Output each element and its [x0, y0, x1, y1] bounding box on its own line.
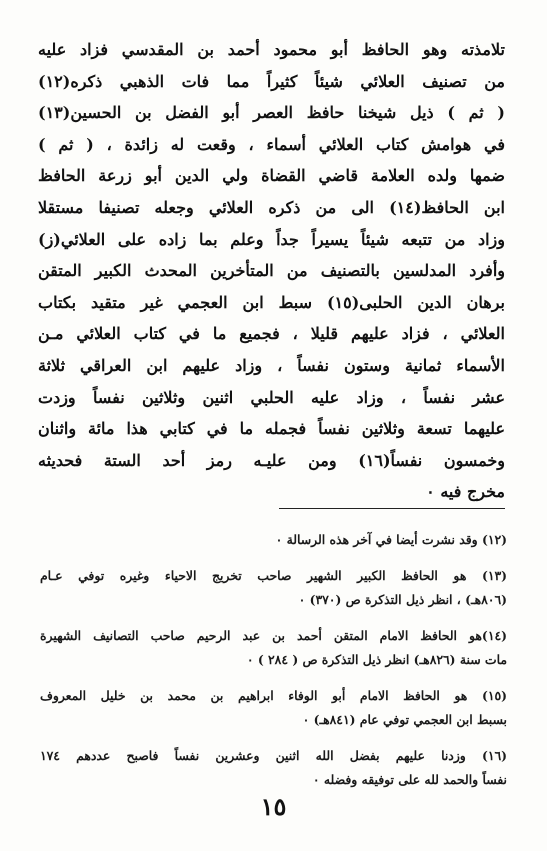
footnote-14: [40, 624, 507, 672]
text-line: تلامذته وهو الحافظ أبو محمود أحمد بن المقدسي فزاد عليه: [38, 40, 505, 59]
text-line: عليهما تسعة وثلاثين نفساً فجمله ما في كتابي هذا مائة واثنان: [38, 419, 505, 439]
footnote-16: [40, 744, 507, 792]
text-line: عشر نفساً ، وزاد عليه الحلبي اثنين وثلاثين نفساً وزدت: [38, 387, 505, 407]
footnote-line: (١٥) هو الحافظ الامام أبو الوفاء ابراهيم بن محمد بن خليل المعروف: [40, 688, 507, 703]
text-line: ضمها ولده العلامة قاضي القضاة ولي الدين أبو زرعة الحافظ: [38, 166, 505, 186]
footnote-line: (١٤)هو الحافظ الامام المتقن أحمد بن عبد الرحيم صاحب التصانيف الشهيرة: [40, 628, 507, 643]
text-line: ابن الحافظ(١٤) الى من ذكره العلائي وجعله تصنيفا مستقلا: [38, 197, 505, 217]
main-text: [38, 34, 505, 508]
text-line: من تصنيف العلائي شيئاً كثيراً مما فات الذهبي ذكره(١٢): [38, 71, 505, 91]
text-line: وأفرد المدلسين بالتصنيف من المتأخرين المحدث الكبير المتقن: [38, 261, 505, 281]
text-line: وزاد من تتبعه شيئاً يسيراً جداً وعلم بما زاده على العلائي(ز): [38, 229, 505, 249]
page-number: ١٥: [260, 792, 287, 821]
footnote-15: [40, 684, 507, 732]
footnote-separator: [279, 508, 505, 509]
text-line: مخرج فيه ٠: [426, 482, 505, 502]
footnote-13: [40, 564, 507, 612]
text-line: وخمسون نفساً(١٦) ومن عليـه رمز أحد الستة فحديثه: [38, 450, 505, 470]
footnote-line: بسبط ابن العجمي توفي عام (٨٤١هـ) ٠: [302, 712, 507, 727]
text-line: ( ثم ) ذيل شيخنا حافظ العصر أبو الفضل بن الحسين(١٣): [38, 103, 505, 123]
text-line: في هوامش كتاب العلائي أسماء ، وقعت له زائدة ، ( ثم ): [38, 134, 505, 154]
footnote-line: (١٣) هو الحافظ الكبير الشهير صاحب تخريج الاحياء وغيره توفي عـام: [40, 568, 507, 583]
text-line: العلائي ، فزاد عليهم قليلا ، فجميع ما في كتاب العلائي مـن: [38, 324, 505, 344]
footnote-12: [40, 528, 507, 552]
footnote-line: (١٦) وزدنا عليهم بفضل الله اثنين وعشرين نفساً فاصبح عددهم ١٧٤: [40, 748, 507, 763]
footnote-line: (٨٠٦هـ) ، انظر ذيل التذكرة ص (٣٧٠) ٠: [298, 592, 507, 607]
footnote-line: (١٢) وقد نشرت أيضا في آخر هذه الرسالة ٠: [275, 532, 507, 547]
footnotes: [40, 528, 507, 804]
text-line: الأسماء ثمانية وستون نفساً ، وزاد عليهم ابن العراقي ثلاثة: [38, 355, 505, 375]
text-line: برهان الدين الحلبى(١٥) سبط ابن العجمي غير متقيد بكتاب: [38, 292, 505, 312]
footnote-line: مات سنة (٨٢٦هـ) انظر ذيل التذكرة ص ( ٢٨٤ ) ٠: [246, 652, 507, 667]
footnote-line: نفساً والحمد لله على توفيقه وفضله ٠: [312, 772, 507, 787]
